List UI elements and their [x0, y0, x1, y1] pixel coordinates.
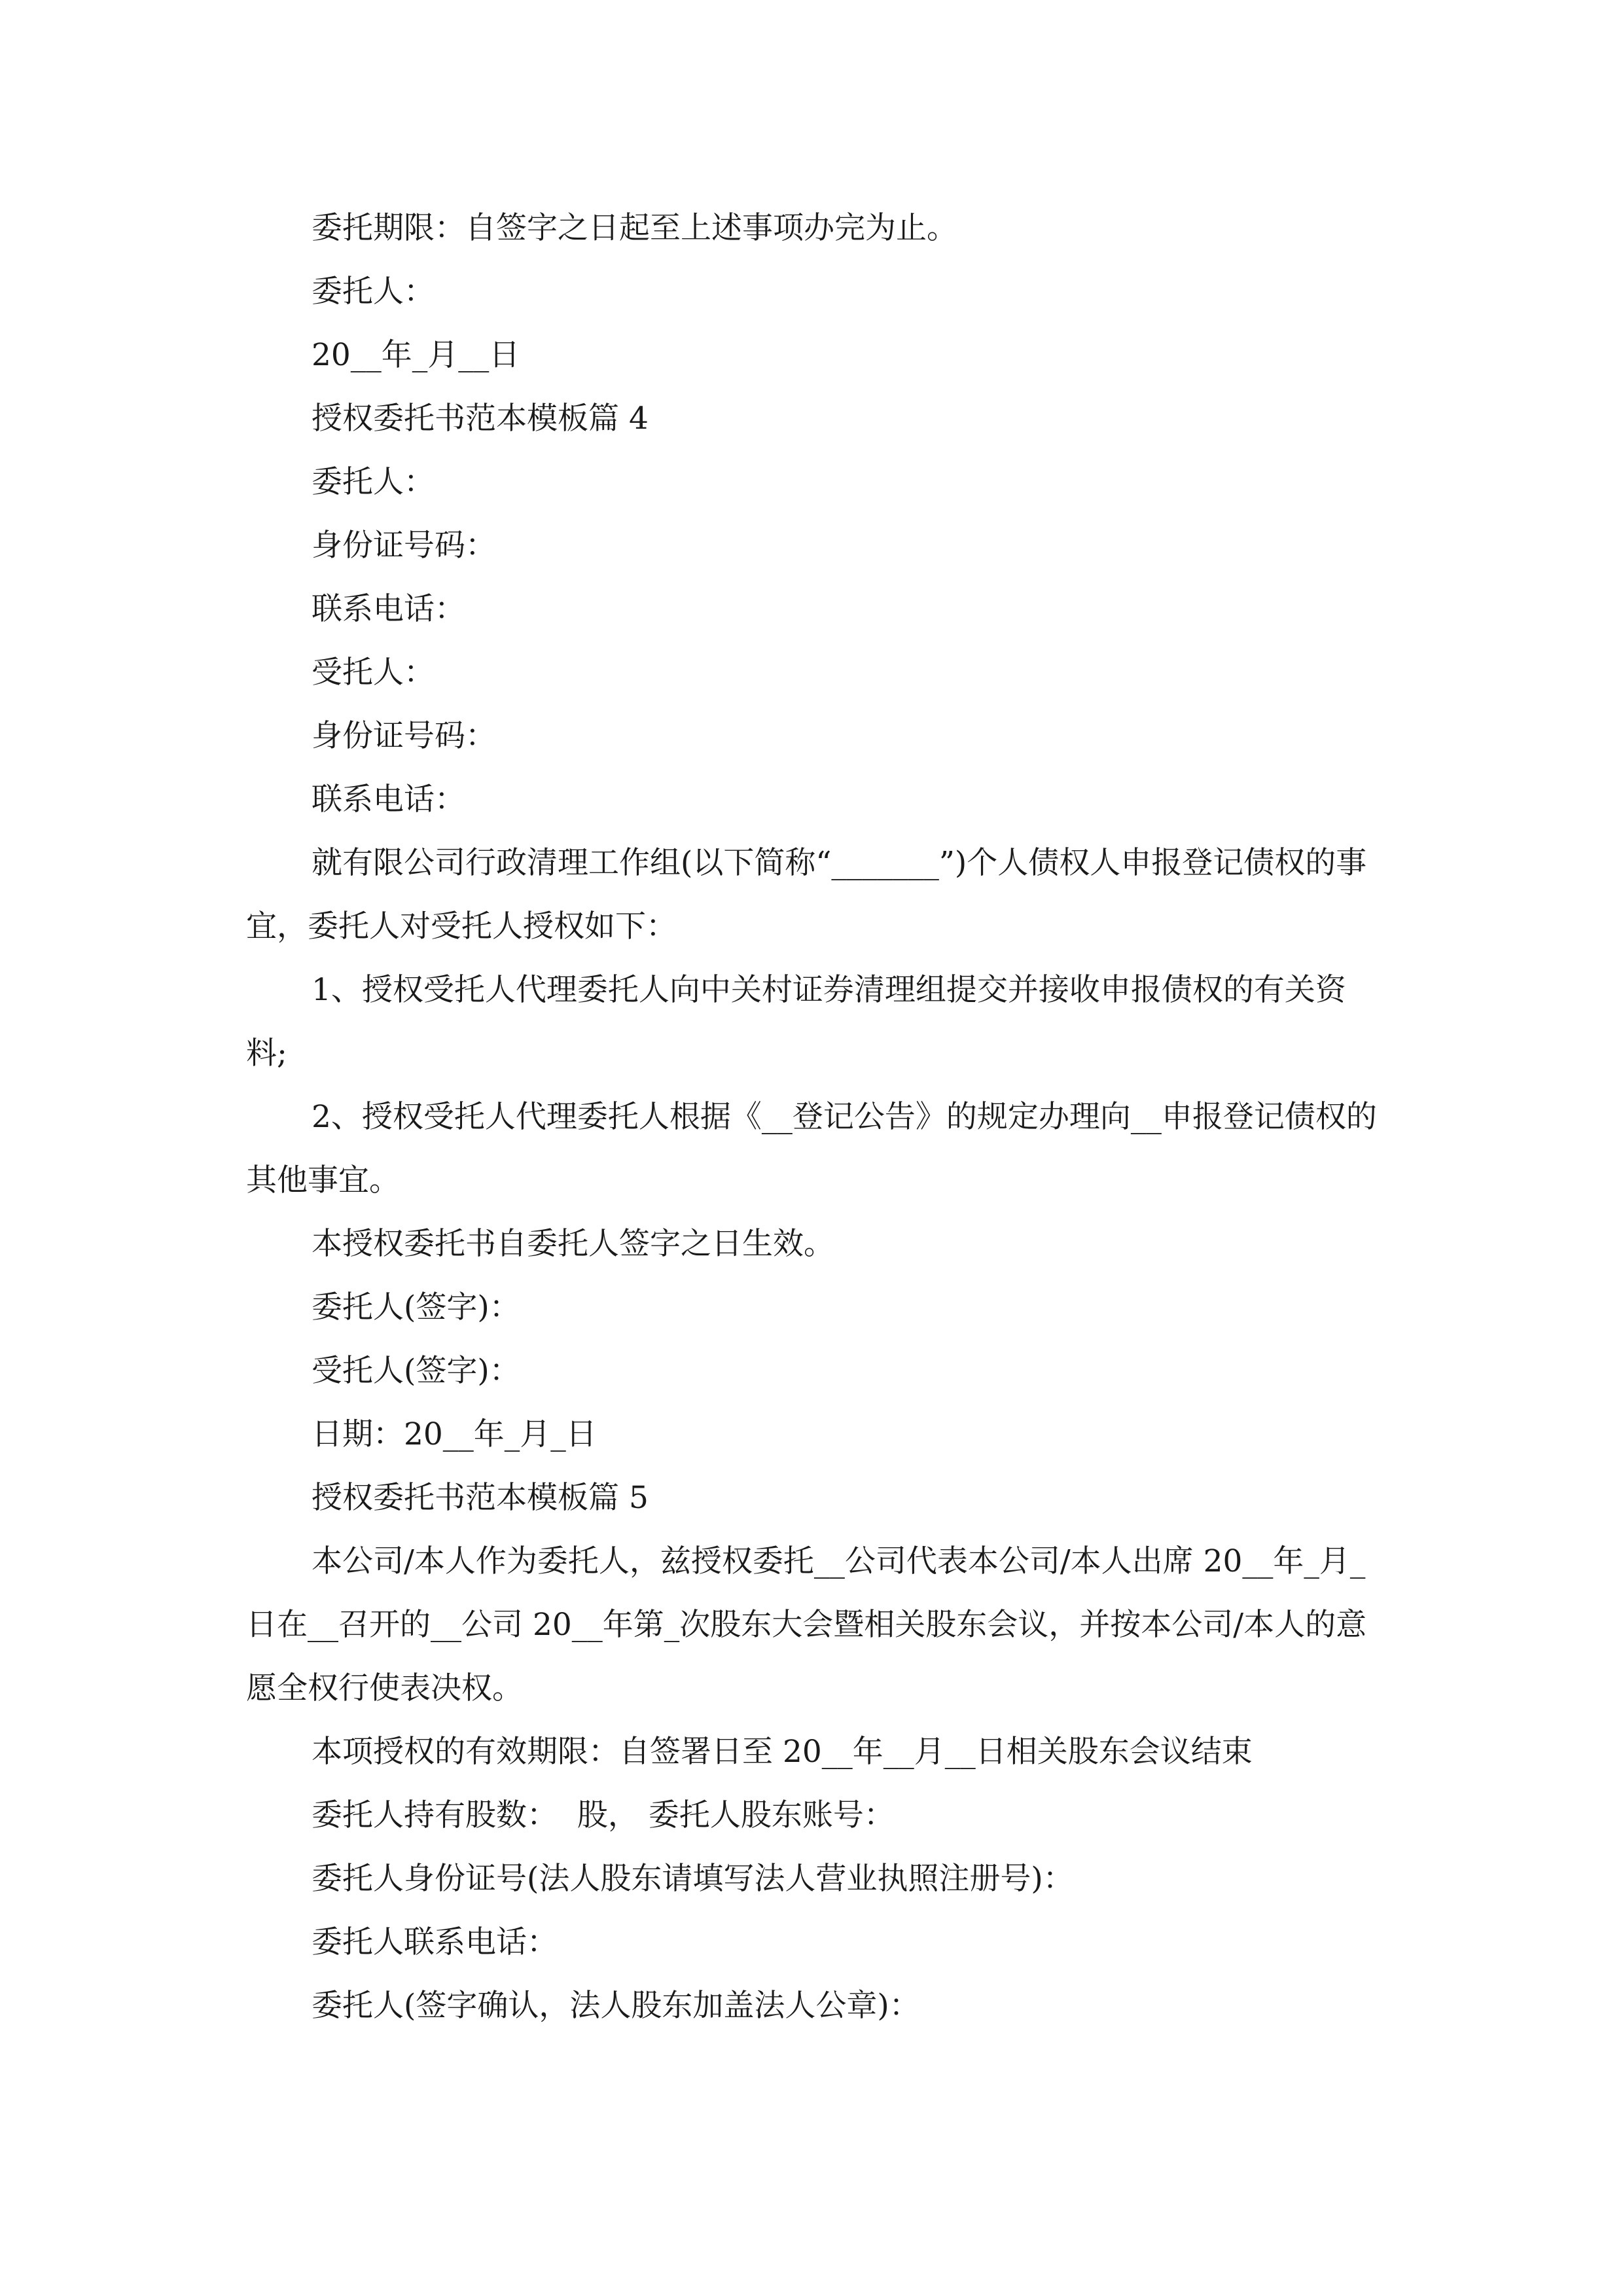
section-heading: 授权委托书范本模板篇 5 [312, 1480, 649, 1516]
paragraph: 1、授权受托人代理委托人向中关村证券清理组提交并接收申报债权的有关资料; [246, 972, 1346, 1071]
paragraph: 本项授权的有效期限：自签署日至 20__年__月__日相关股东会议结束 [312, 1734, 1253, 1770]
paragraph: 身份证号码： [312, 528, 496, 564]
paragraph: 委托人： [312, 464, 435, 500]
paragraph: 日期：20__年_月_日 [312, 1416, 597, 1452]
document-body [246, 196, 1380, 2037]
paragraph: 委托人持有股数： 股， 委托人股东账号： [312, 1797, 895, 1833]
paragraph: 委托人(签字确认，法人股东加盖法人公章)： [312, 1988, 920, 2024]
paragraph: 本授权委托书自委托人签字之日生效。 [312, 1226, 834, 1262]
paragraph: 身份证号码： [312, 718, 496, 754]
paragraph: 委托人(签字)： [312, 1289, 520, 1325]
paragraph: 联系电话： [312, 781, 465, 817]
paragraph: 委托人身份证号(法人股东请填写法人营业执照注册号)： [312, 1861, 1074, 1897]
paragraph: 受托人(签字)： [312, 1353, 520, 1389]
paragraph: 委托期限：自签字之日起至上述事项办完为止。 [312, 210, 957, 246]
paragraph: 委托人联系电话： [312, 1924, 558, 1960]
paragraph: 委托人： [312, 274, 435, 310]
paragraph: 本公司/本人作为委托人，兹授权委托__公司代表本公司/本人出席 20__年_月_日在__召开的__公司 20__年第_次股东大会暨相关股东会议，并按本公司/本人的意愿全权行使表决权。 [246, 1543, 1367, 1706]
paragraph: 就有限公司行政清理工作组(以下简称“_______”)个人债权人申报登记债权的事宜，委托人对受托人授权如下： [246, 845, 1367, 944]
paragraph: 2、授权受托人代理委托人根据《__登记公告》的规定办理向__申报登记债权的其他事宜。 [246, 1099, 1377, 1198]
paragraph: 受托人： [312, 655, 435, 691]
paragraph: 联系电话： [312, 591, 465, 627]
section-heading: 授权委托书范本模板篇 4 [312, 401, 649, 437]
paragraph: 20__年_月__日 [312, 337, 520, 373]
